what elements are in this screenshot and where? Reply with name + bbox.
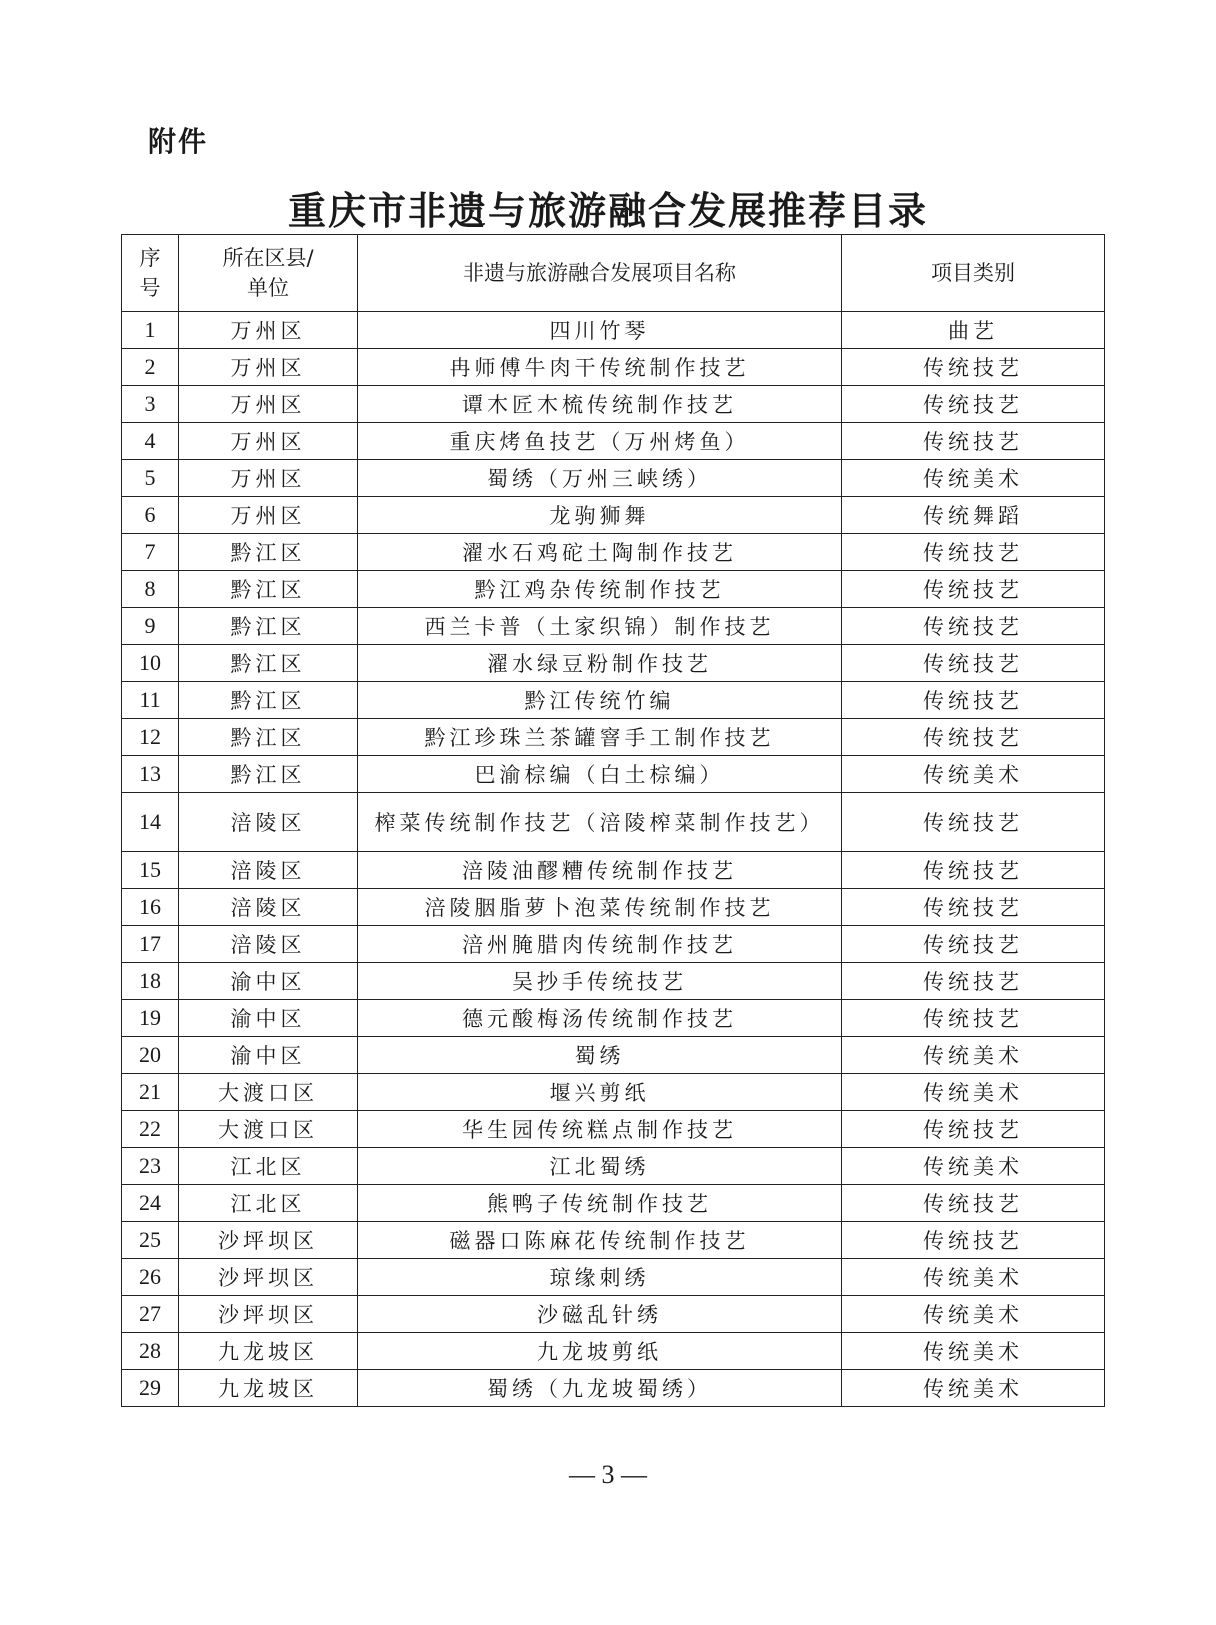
cell-district: 涪陵区 bbox=[179, 926, 358, 963]
cell-seq: 28 bbox=[122, 1333, 179, 1370]
cell-project: 华生园传统糕点制作技艺 bbox=[358, 1111, 842, 1148]
cell-district: 黔江区 bbox=[179, 608, 358, 645]
table-row bbox=[122, 719, 1105, 756]
cell-seq: 1 bbox=[122, 312, 179, 349]
cell-seq: 29 bbox=[122, 1370, 179, 1407]
cell-category: 传统技艺 bbox=[842, 534, 1105, 571]
cell-project: 黔江珍珠兰茶罐窨手工制作技艺 bbox=[358, 719, 842, 756]
table-row bbox=[122, 571, 1105, 608]
cell-category: 传统美术 bbox=[842, 756, 1105, 793]
cell-district: 沙坪坝区 bbox=[179, 1259, 358, 1296]
cell-project: 九龙坡剪纸 bbox=[358, 1333, 842, 1370]
cell-category: 传统技艺 bbox=[842, 1222, 1105, 1259]
cell-project: 蜀绣（万州三峡绣） bbox=[358, 460, 842, 497]
table-row bbox=[122, 682, 1105, 719]
cell-seq: 6 bbox=[122, 497, 179, 534]
cell-category: 传统技艺 bbox=[842, 386, 1105, 423]
cell-seq: 14 bbox=[122, 793, 179, 852]
cell-project: 堰兴剪纸 bbox=[358, 1074, 842, 1111]
cell-seq: 9 bbox=[122, 608, 179, 645]
header-row bbox=[122, 235, 1105, 312]
cell-project: 西兰卡普（土家织锦）制作技艺 bbox=[358, 608, 842, 645]
cell-district: 黔江区 bbox=[179, 645, 358, 682]
cell-district: 江北区 bbox=[179, 1185, 358, 1222]
table-row bbox=[122, 645, 1105, 682]
cell-category: 传统技艺 bbox=[842, 645, 1105, 682]
cell-seq: 18 bbox=[122, 963, 179, 1000]
cell-category: 传统技艺 bbox=[842, 682, 1105, 719]
cell-seq: 23 bbox=[122, 1148, 179, 1185]
cell-category: 传统美术 bbox=[842, 1370, 1105, 1407]
cell-seq: 25 bbox=[122, 1222, 179, 1259]
cell-category: 传统美术 bbox=[842, 1074, 1105, 1111]
cell-seq: 27 bbox=[122, 1296, 179, 1333]
table-body bbox=[122, 312, 1105, 1407]
attachment-label: 附件 bbox=[148, 125, 209, 158]
cell-seq: 26 bbox=[122, 1259, 179, 1296]
cell-district: 万州区 bbox=[179, 460, 358, 497]
cell-category: 传统技艺 bbox=[842, 926, 1105, 963]
cell-seq: 20 bbox=[122, 1037, 179, 1074]
cell-category: 传统技艺 bbox=[842, 719, 1105, 756]
cell-district: 黔江区 bbox=[179, 571, 358, 608]
catalog-table bbox=[121, 234, 1105, 1407]
cell-project: 熊鸭子传统制作技艺 bbox=[358, 1185, 842, 1222]
cell-category: 传统美术 bbox=[842, 1333, 1105, 1370]
cell-category: 传统技艺 bbox=[842, 889, 1105, 926]
cell-project: 磁器口陈麻花传统制作技艺 bbox=[358, 1222, 842, 1259]
cell-project: 涪陵油醪糟传统制作技艺 bbox=[358, 852, 842, 889]
cell-seq: 2 bbox=[122, 349, 179, 386]
cell-project: 谭木匠木梳传统制作技艺 bbox=[358, 386, 842, 423]
cell-seq: 19 bbox=[122, 1000, 179, 1037]
cell-project: 蜀绣（九龙坡蜀绣） bbox=[358, 1370, 842, 1407]
cell-project: 冉师傅牛肉干传统制作技艺 bbox=[358, 349, 842, 386]
cell-category: 传统美术 bbox=[842, 460, 1105, 497]
cell-seq: 5 bbox=[122, 460, 179, 497]
table-row bbox=[122, 1222, 1105, 1259]
cell-project: 蜀绣 bbox=[358, 1037, 842, 1074]
cell-category: 传统技艺 bbox=[842, 608, 1105, 645]
table-row bbox=[122, 1259, 1105, 1296]
cell-district: 江北区 bbox=[179, 1148, 358, 1185]
cell-project: 琼缘刺绣 bbox=[358, 1259, 842, 1296]
cell-seq: 13 bbox=[122, 756, 179, 793]
table-row bbox=[122, 756, 1105, 793]
table-row bbox=[122, 1333, 1105, 1370]
cell-district: 万州区 bbox=[179, 386, 358, 423]
cell-category: 传统技艺 bbox=[842, 423, 1105, 460]
table-row bbox=[122, 1148, 1105, 1185]
cell-district: 九龙坡区 bbox=[179, 1333, 358, 1370]
table-row bbox=[122, 1000, 1105, 1037]
cell-project: 涪州腌腊肉传统制作技艺 bbox=[358, 926, 842, 963]
cell-category: 传统舞蹈 bbox=[842, 497, 1105, 534]
cell-seq: 16 bbox=[122, 889, 179, 926]
table-row bbox=[122, 312, 1105, 349]
header-seq: 序 号 bbox=[122, 235, 179, 312]
page-number: — 3 — bbox=[569, 1460, 647, 1489]
cell-district: 万州区 bbox=[179, 349, 358, 386]
cell-seq: 3 bbox=[122, 386, 179, 423]
cell-category: 传统美术 bbox=[842, 1296, 1105, 1333]
cell-project: 巴渝棕编（白土棕编） bbox=[358, 756, 842, 793]
cell-district: 黔江区 bbox=[179, 756, 358, 793]
cell-district: 万州区 bbox=[179, 423, 358, 460]
cell-category: 传统技艺 bbox=[842, 793, 1105, 852]
table-row bbox=[122, 386, 1105, 423]
cell-category: 曲艺 bbox=[842, 312, 1105, 349]
cell-project: 重庆烤鱼技艺（万州烤鱼） bbox=[358, 423, 842, 460]
table-row bbox=[122, 963, 1105, 1000]
cell-seq: 10 bbox=[122, 645, 179, 682]
cell-project: 龙驹狮舞 bbox=[358, 497, 842, 534]
cell-category: 传统技艺 bbox=[842, 349, 1105, 386]
table-row bbox=[122, 1037, 1105, 1074]
table-row bbox=[122, 1185, 1105, 1222]
table-row bbox=[122, 793, 1105, 852]
cell-district: 大渡口区 bbox=[179, 1111, 358, 1148]
cell-seq: 21 bbox=[122, 1074, 179, 1111]
cell-district: 涪陵区 bbox=[179, 852, 358, 889]
document-title: 重庆市非遗与旅游融合发展推荐目录 bbox=[287, 188, 928, 233]
table-row bbox=[122, 1296, 1105, 1333]
cell-project: 沙磁乱针绣 bbox=[358, 1296, 842, 1333]
cell-category: 传统美术 bbox=[842, 1037, 1105, 1074]
cell-district: 万州区 bbox=[179, 497, 358, 534]
cell-district: 涪陵区 bbox=[179, 793, 358, 852]
cell-seq: 11 bbox=[122, 682, 179, 719]
table-row bbox=[122, 852, 1105, 889]
cell-seq: 12 bbox=[122, 719, 179, 756]
cell-project: 四川竹琴 bbox=[358, 312, 842, 349]
cell-district: 渝中区 bbox=[179, 1037, 358, 1074]
cell-district: 涪陵区 bbox=[179, 889, 358, 926]
cell-category: 传统美术 bbox=[842, 1259, 1105, 1296]
cell-category: 传统美术 bbox=[842, 1148, 1105, 1185]
table-row bbox=[122, 1111, 1105, 1148]
cell-category: 传统技艺 bbox=[842, 1185, 1105, 1222]
cell-seq: 15 bbox=[122, 852, 179, 889]
table-row bbox=[122, 349, 1105, 386]
table-row bbox=[122, 1074, 1105, 1111]
cell-seq: 17 bbox=[122, 926, 179, 963]
table-row bbox=[122, 926, 1105, 963]
table-row bbox=[122, 1370, 1105, 1407]
cell-district: 渝中区 bbox=[179, 963, 358, 1000]
cell-seq: 7 bbox=[122, 534, 179, 571]
cell-project: 榨菜传统制作技艺（涪陵榨菜制作技艺） bbox=[358, 793, 842, 852]
table-row bbox=[122, 423, 1105, 460]
cell-project: 江北蜀绣 bbox=[358, 1148, 842, 1185]
table-row bbox=[122, 534, 1105, 571]
cell-district: 沙坪坝区 bbox=[179, 1222, 358, 1259]
cell-project: 德元酸梅汤传统制作技艺 bbox=[358, 1000, 842, 1037]
cell-category: 传统技艺 bbox=[842, 1000, 1105, 1037]
table-row bbox=[122, 889, 1105, 926]
table-row bbox=[122, 460, 1105, 497]
cell-seq: 22 bbox=[122, 1111, 179, 1148]
cell-category: 传统技艺 bbox=[842, 963, 1105, 1000]
cell-district: 黔江区 bbox=[179, 534, 358, 571]
header-category: 项目类别 bbox=[842, 235, 1105, 312]
cell-project: 涪陵胭脂萝卜泡菜传统制作技艺 bbox=[358, 889, 842, 926]
header-district: 所在区县/ 单位 bbox=[179, 235, 358, 312]
cell-district: 渝中区 bbox=[179, 1000, 358, 1037]
cell-district: 大渡口区 bbox=[179, 1074, 358, 1111]
cell-project: 吴抄手传统技艺 bbox=[358, 963, 842, 1000]
cell-district: 沙坪坝区 bbox=[179, 1296, 358, 1333]
cell-seq: 4 bbox=[122, 423, 179, 460]
cell-project: 濯水石鸡砣土陶制作技艺 bbox=[358, 534, 842, 571]
cell-seq: 8 bbox=[122, 571, 179, 608]
cell-category: 传统技艺 bbox=[842, 571, 1105, 608]
cell-district: 黔江区 bbox=[179, 719, 358, 756]
table-row bbox=[122, 608, 1105, 645]
cell-category: 传统技艺 bbox=[842, 852, 1105, 889]
cell-project: 黔江传统竹编 bbox=[358, 682, 842, 719]
cell-district: 万州区 bbox=[179, 312, 358, 349]
cell-district: 九龙坡区 bbox=[179, 1370, 358, 1407]
header-project: 非遗与旅游融合发展项目名称 bbox=[358, 235, 842, 312]
cell-seq: 24 bbox=[122, 1185, 179, 1222]
table-row bbox=[122, 497, 1105, 534]
cell-district: 黔江区 bbox=[179, 682, 358, 719]
cell-project: 黔江鸡杂传统制作技艺 bbox=[358, 571, 842, 608]
cell-project: 濯水绿豆粉制作技艺 bbox=[358, 645, 842, 682]
cell-category: 传统技艺 bbox=[842, 1111, 1105, 1148]
